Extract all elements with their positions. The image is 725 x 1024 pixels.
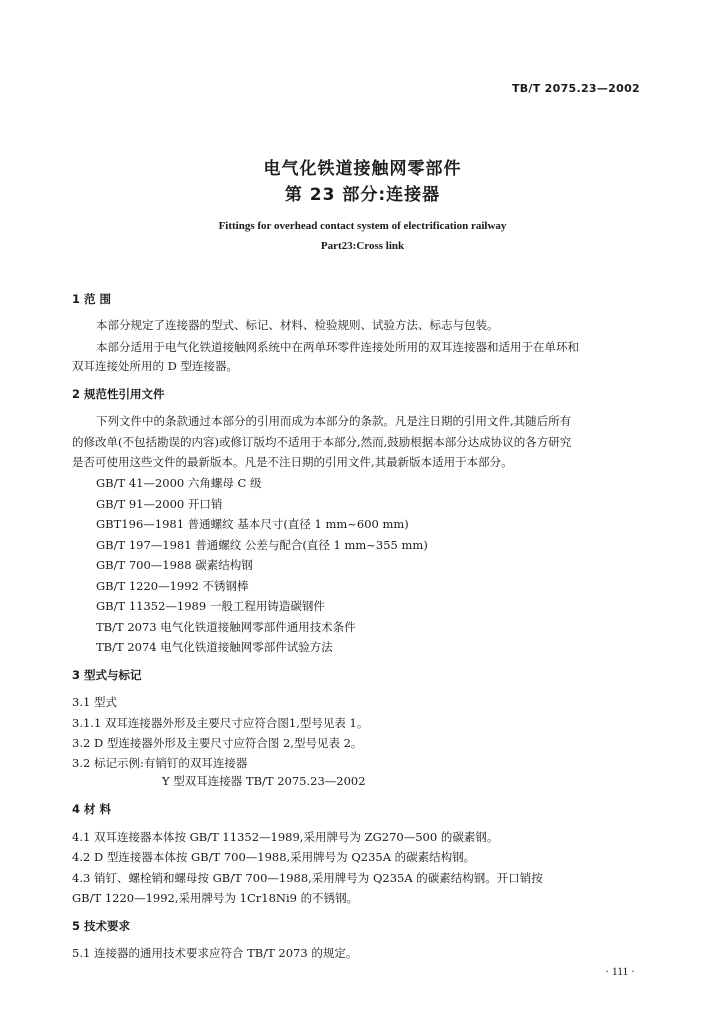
section-5-heading: 5 技术要求 (72, 919, 131, 933)
reference-item: TB/T 2074 电气化铁道接触网零部件试验方法 (96, 640, 333, 654)
reference-item: GB/T 1220—1992 不锈钢棒 (96, 579, 249, 593)
clause-4-2: 4.2 D 型连接器本体按 GB/T 700—1988,采用牌号为 Q235A 的碳素结构钢。 (72, 850, 476, 864)
section-4-heading: 4 材 料 (72, 802, 112, 816)
section-1-para-1: 本部分规定了连接器的型式、标记、材料、检验规则、试验方法、标志与包装。 (96, 318, 499, 332)
doc-title-line1: 电气化铁道接触网零部件 (263, 159, 462, 179)
section-2-para-line-2: 的修改单(不包括勘误的内容)或修订版均不适用于本部分,然而,鼓励根据本部分达成协议的各方研究 (72, 435, 572, 449)
standard-code: TB/T 2075.23—2002 (511, 82, 640, 95)
clause-3-2: 3.2 D 型连接器外形及主要尺寸应符合图 2,型号见表 2。 (72, 736, 363, 750)
reference-item: GB/T 197—1981 普通螺纹 公差与配合(直径 1 mm~355 mm) (96, 538, 428, 552)
reference-item: GB/T 91—2000 开口销 (96, 497, 223, 511)
section-2-para-line-3: 是否可使用这些文件的最新版本。凡是不注日期的引用文件,其最新版本适用于本部分。 (72, 455, 513, 469)
clause-3-1-1: 3.1.1 双耳连接器外形及主要尺寸应符合图1,型号见表 1。 (72, 716, 369, 730)
clause-4-3-line-2: GB/T 1220—1992,采用牌号为 1Cr18Ni9 的不锈钢。 (72, 891, 359, 905)
reference-item: TB/T 2073 电气化铁道接触网零部件通用技术条件 (96, 620, 356, 634)
section-1-heading: 1 范 围 (72, 292, 112, 306)
section-1-para-2-line-2: 双耳连接处所用的 D 型连接器。 (72, 359, 239, 373)
clause-4-3-line-1: 4.3 销钉、螺栓销和螺母按 GB/T 700—1988,采用牌号为 Q235A 的碳素结构钢。开口销按 (72, 871, 543, 885)
reference-item: GBT196—1981 普通螺纹 基本尺寸(直径 1 mm~600 mm) (96, 517, 409, 531)
reference-item: GB/T 700—1988 碳素结构钢 (96, 558, 253, 572)
section-1-para-2-line-1: 本部分适用于电气化铁道接触网系统中在两单环零件连接处所用的双耳连接器和适用于在单环和 (96, 340, 579, 354)
english-title-line1: Fittings for overhead contact system of electrification railway (218, 220, 507, 232)
clause-4-1: 4.1 双耳连接器本体按 GB/T 11352—1989,采用牌号为 ZG270—500 的碳素钢。 (72, 830, 499, 844)
page-number: · 111 · (605, 966, 635, 978)
section-3-heading: 3 型式与标记 (72, 668, 142, 682)
english-title-line2: Part23:Cross link (320, 240, 405, 252)
doc-title-line2: 第 23 部分:连接器 (284, 185, 441, 205)
reference-item: GB/T 41—2000 六角螺母 C 级 (96, 476, 262, 490)
clause-3-2-marking: 3.2 标记示例:有销钉的双耳连接器 (72, 756, 248, 770)
marking-example: Y 型双耳连接器 TB/T 2075.23—2002 (162, 774, 366, 788)
clause-5-1: 5.1 连接器的通用技术要求应符合 TB/T 2073 的规定。 (72, 946, 358, 960)
section-2-para-line-1: 下列文件中的条款通过本部分的引用而成为本部分的条款。凡是注日期的引用文件,其随后所有 (96, 414, 572, 428)
section-2-heading: 2 规范性引用文件 (72, 387, 165, 401)
reference-item: GB/T 11352—1989 一般工程用铸造碳钢件 (96, 599, 325, 613)
clause-3-1: 3.1 型式 (72, 695, 117, 709)
